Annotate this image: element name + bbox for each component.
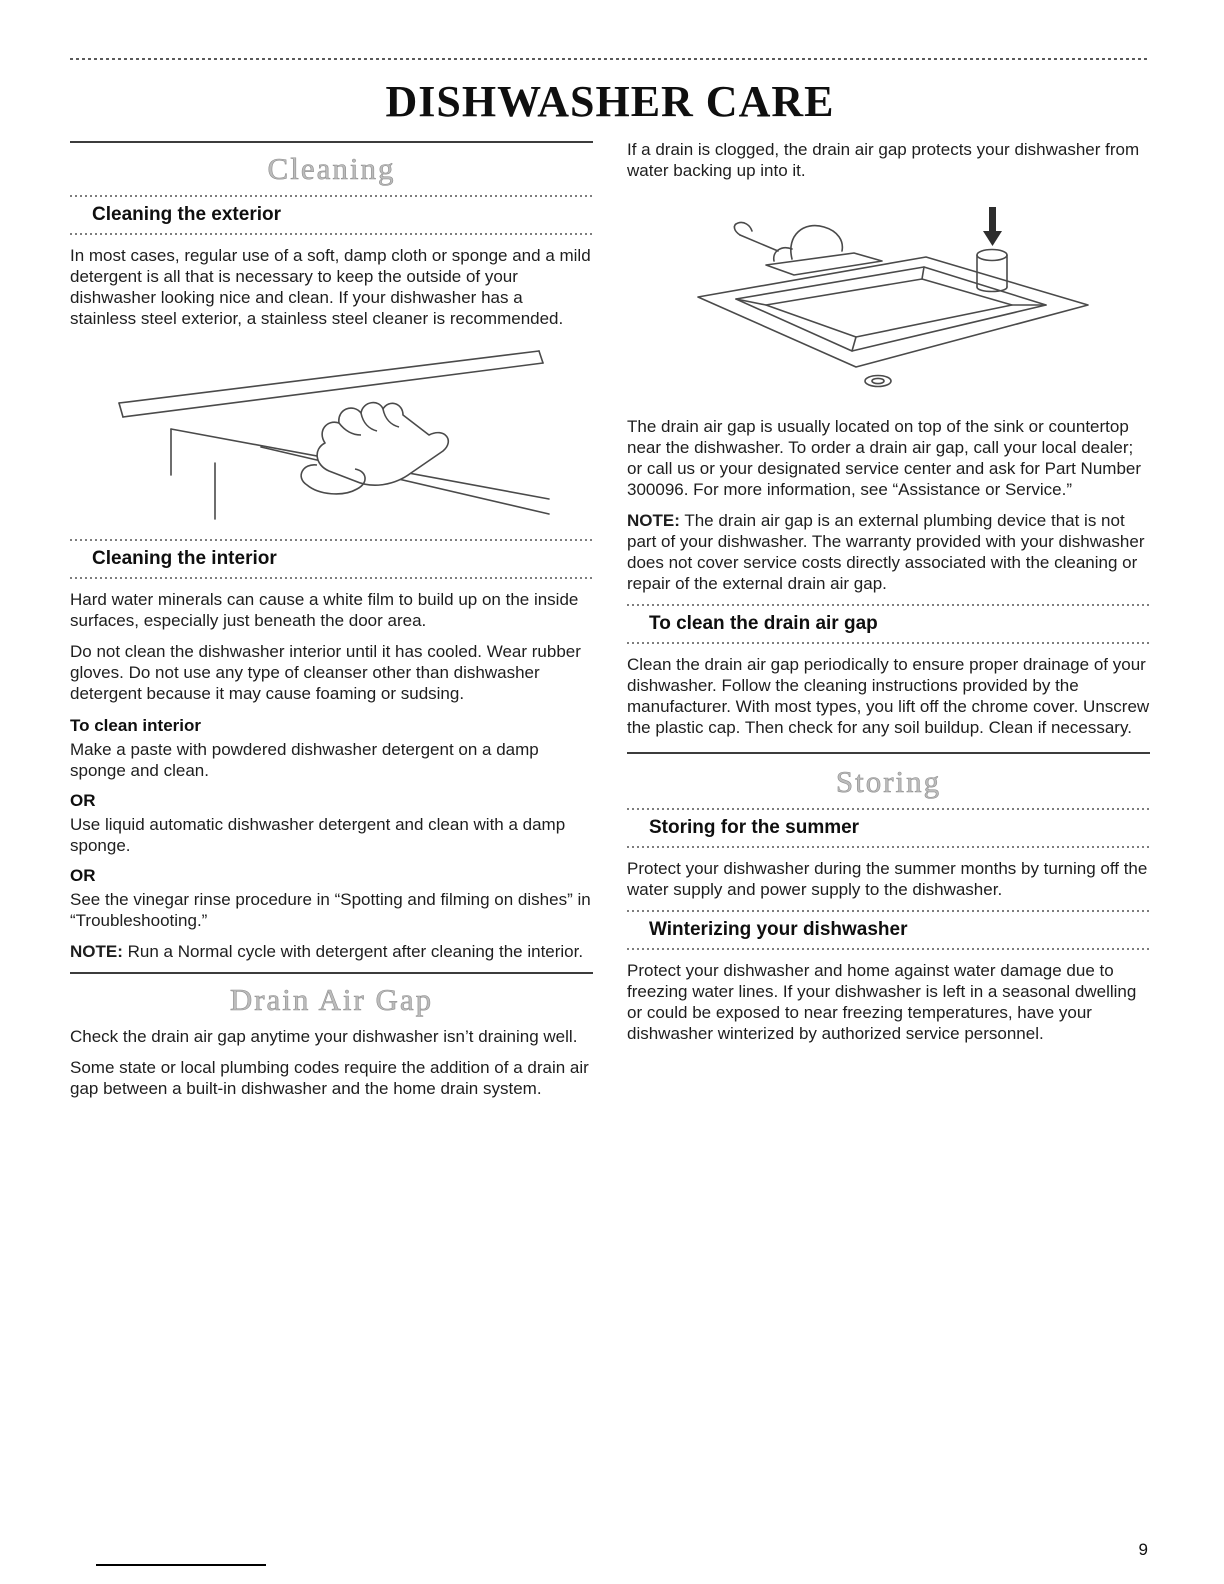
- down-arrow-icon: [983, 207, 1002, 246]
- heading-to-clean-drain-air-gap: To clean the drain air gap: [649, 613, 878, 634]
- paragraph-drain-1: Check the drain air gap anytime your dishwasher isn’t draining well.: [70, 1027, 578, 1046]
- section-title-storing: Storing: [835, 764, 942, 799]
- or-label: OR: [70, 866, 96, 885]
- left-column: [70, 139, 593, 1109]
- section-divider-rule: [627, 752, 1150, 754]
- heading-to-clean-interior: To clean interior: [70, 716, 201, 735]
- paragraph-to-clean-1: Make a paste with powdered dishwasher detergent on a damp sponge and clean.: [70, 740, 539, 780]
- heading-storing-summer: Storing for the summer: [649, 817, 860, 838]
- section-title-drain-air-gap: Drain Air Gap: [229, 982, 434, 1017]
- section-title-cleaning: Cleaning: [267, 151, 396, 186]
- right-column: [627, 139, 1150, 1054]
- paragraph-cleaning-exterior: In most cases, regular use of a soft, damp cloth or sponge and a mild detergent is all that is necessary to keep the outside of your dishwasher looking nice and clean. If your dishwasher has a stainless steel exterior, a stainless steel cleaner is recommended.: [70, 246, 591, 328]
- page-number: 9: [1138, 1540, 1148, 1559]
- heading-cleaning-interior: Cleaning the interior: [92, 548, 277, 569]
- dotted-rule: [627, 642, 1150, 644]
- subheading-storing-summer: [627, 808, 1150, 848]
- paragraph-drain-3: If a drain is clogged, the drain air gap protects your dishwasher from water backing up into it.: [627, 140, 1140, 180]
- top-divider: [70, 58, 1150, 60]
- note-label: NOTE:: [70, 942, 123, 961]
- paragraph-winterizing: Protect your dishwasher and home against water damage due to freezing water lines. If your dishwasher is left in a seasonal dwelling or could be exposed to near freezing temperatures, have your dishwasher winterized by authorized service personnel.: [627, 961, 1137, 1043]
- paragraph-to-clean-2: Use liquid automatic dishwasher detergent and clean with a damp sponge.: [70, 815, 566, 855]
- dotted-rule: [627, 948, 1150, 950]
- two-column-layout: [70, 139, 1150, 1109]
- paragraph-drain-2: Some state or local plumbing codes require the addition of a drain air gap between a built-in dishwasher and the home drain system.: [70, 1058, 589, 1098]
- or-label: OR: [70, 791, 96, 810]
- sink-drain-air-gap-illustration: [674, 195, 1104, 400]
- subheading-winterizing: [627, 910, 1150, 950]
- heading-cleaning-exterior: Cleaning the exterior: [92, 204, 281, 225]
- heading-winterizing: Winterizing your dishwasher: [649, 919, 908, 940]
- section-divider-rule: [70, 972, 593, 974]
- note-paragraph-interior: [70, 941, 593, 962]
- footer-registration-mark: [96, 1564, 266, 1566]
- paragraph-drain-4: The drain air gap is usually located on top of the sink or countertop near the dishwasher. To order a drain air gap, call your local dealer; or call us or your designated service center and ask for Part Number 300096. For more information, see “Assistance or Service.”: [627, 417, 1142, 499]
- paragraph-interior-2: Do not clean the dishwasher interior until it has cooled. Wear rubber gloves. Do not use any type of cleanser other than dishwasher detergent because it may cause foaming or sudsing.: [70, 642, 581, 703]
- hand-wiping-dishwasher-illustration: [109, 343, 555, 523]
- note-label: NOTE:: [627, 511, 680, 530]
- paragraph-interior-1: Hard water minerals can cause a white film to build up on the inside surfaces, especially just beneath the door area.: [70, 590, 579, 630]
- subheading-cleaning-interior: [70, 539, 593, 579]
- dotted-rule: [627, 846, 1150, 848]
- note-text: Run a Normal cycle with detergent after cleaning the interior.: [127, 942, 584, 961]
- title-underline-rule: [70, 141, 593, 143]
- paragraph-storing-summer: Protect your dishwasher during the summer months by turning off the water supply and power supply to the dishwasher.: [627, 859, 1148, 899]
- note-paragraph-drain: [627, 510, 1150, 594]
- dotted-rule: [70, 233, 593, 235]
- dotted-rule: [70, 577, 593, 579]
- paragraph-to-clean-drain: Clean the drain air gap periodically to ensure proper drainage of your dishwasher. Follow the cleaning instructions provided by the manufacturer. With most types, you lift off the chrome cover. Unscrew the plastic cap. Then check for any soil buildup. Clean if necessary.: [627, 655, 1150, 737]
- note-text: The drain air gap is an external plumbing device that is not part of your dishwasher. The warranty provided with your dishwasher does not cover service costs directly associated with the cleaning or repair of the external drain air gap.: [627, 511, 1145, 593]
- subheading-cleaning-exterior: [70, 195, 593, 235]
- subheading-to-clean-drain-air-gap: [627, 604, 1150, 644]
- paragraph-to-clean-3: See the vinegar rinse procedure in “Spotting and filming on dishes” in “Troubleshooting.”: [70, 890, 591, 930]
- page-title: DISHWASHER CARE: [385, 77, 835, 126]
